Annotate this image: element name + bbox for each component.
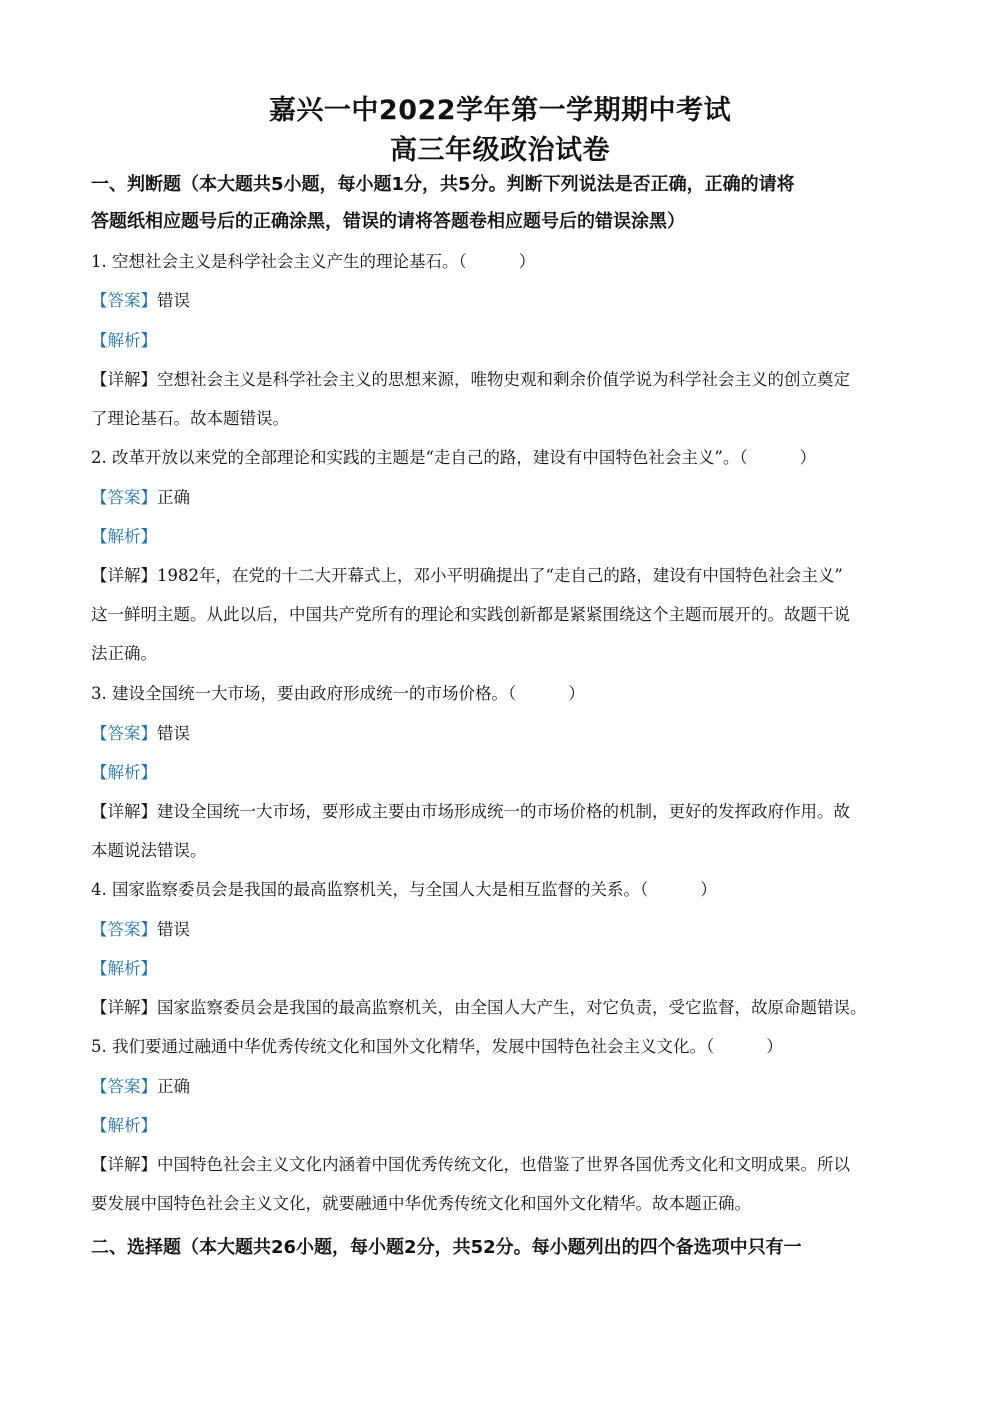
question-1-analysis-tag: 【解析】 — [91, 331, 157, 350]
question-4-answer: 【答案】错误 — [91, 920, 190, 939]
question-2-analysis-tag: 【解析】 — [91, 527, 157, 546]
question-4-analysis-tag: 【解析】 — [91, 959, 157, 978]
answer-tag: 【答案】 — [91, 488, 157, 507]
question-3-detail-line2: 本题说法错误。 — [91, 841, 207, 860]
question-3-answer: 【答案】错误 — [91, 724, 190, 743]
question-5-analysis-tag: 【解析】 — [91, 1116, 157, 1135]
question-2-stem: 2. 改革开放以来党的全部理论和实践的主题是“走自己的路，建设有中国特色社会主义”。（ ） — [91, 448, 817, 467]
exam-title: 嘉兴一中2022学年第一学期期中考试 — [268, 95, 732, 126]
section2-heading-line1: 二、选择题（本大题共26小题，每小题2分，共52分。每小题列出的四个备选项中只有一 — [91, 1237, 802, 1258]
question-2-detail-line3: 法正确。 — [91, 644, 157, 663]
question-3-analysis-tag: 【解析】 — [91, 763, 157, 782]
question-5-detail-line1: 【详解】中国特色社会主义文化内涵着中国优秀传统文化，也借鉴了世界各国优秀文化和文明成果。所以 — [91, 1155, 850, 1174]
question-4-stem: 4. 国家监察委员会是我国的最高监察机关，与全国人大是相互监督的关系。（ ） — [91, 880, 717, 899]
question-1-detail-line1: 【详解】空想社会主义是科学社会主义的思想来源，唯物史观和剩余价值学说为科学社会主义的创立奠定 — [91, 370, 850, 389]
answer-tag: 【答案】 — [91, 920, 157, 939]
question-3-detail-line1: 【详解】建设全国统一大市场，要形成主要由市场形成统一的市场价格的机制，更好的发挥政府作用。故 — [91, 802, 850, 821]
answer-tag: 【答案】 — [91, 724, 157, 743]
section1-heading-line2: 答题纸相应题号后的正确涂黑，错误的请将答题卷相应题号后的错误涂黑） — [91, 211, 685, 232]
answer-tag: 【答案】 — [91, 291, 157, 310]
question-2-detail-line1: 【详解】1982年，在党的十二大开幕式上，邓小平明确提出了“走自己的路，建设有中国特色社会主义” — [91, 566, 843, 585]
question-1-detail-line2: 了理论基石。故本题错误。 — [91, 409, 289, 428]
question-4-detail-line1: 【详解】国家监察委员会是我国的最高监察机关，由全国人大产生，对它负责，受它监督，故原命题错误。 — [91, 998, 867, 1017]
question-5-stem: 5. 我们要通过融通中华优秀传统文化和国外文化精华，发展中国特色社会主义文化。（ ） — [91, 1037, 783, 1056]
exam-subtitle: 高三年级政治试卷 — [390, 135, 610, 166]
question-2-detail-line2: 这一鲜明主题。从此以后，中国共产党所有的理论和实践创新都是紧紧围绕这个主题而展开的。故题干说 — [91, 605, 850, 624]
section1-heading-line1: 一、判断题（本大题共5小题，每小题1分，共5分。判断下列说法是否正确，正确的请将 — [91, 174, 795, 195]
question-5-detail-line2: 要发展中国特色社会主义文化，就要融通中华优秀传统文化和国外文化精华。故本题正确。 — [91, 1194, 751, 1213]
question-2-answer: 【答案】正确 — [91, 488, 190, 507]
question-1-answer: 【答案】错误 — [91, 291, 190, 310]
question-3-stem: 3. 建设全国统一大市场，要由政府形成统一的市场价格。（ ） — [91, 684, 585, 703]
question-1-stem: 1. 空想社会主义是科学社会主义产生的理论基石。（ ） — [91, 252, 536, 271]
answer-tag: 【答案】 — [91, 1077, 157, 1096]
question-5-answer: 【答案】正确 — [91, 1077, 190, 1096]
